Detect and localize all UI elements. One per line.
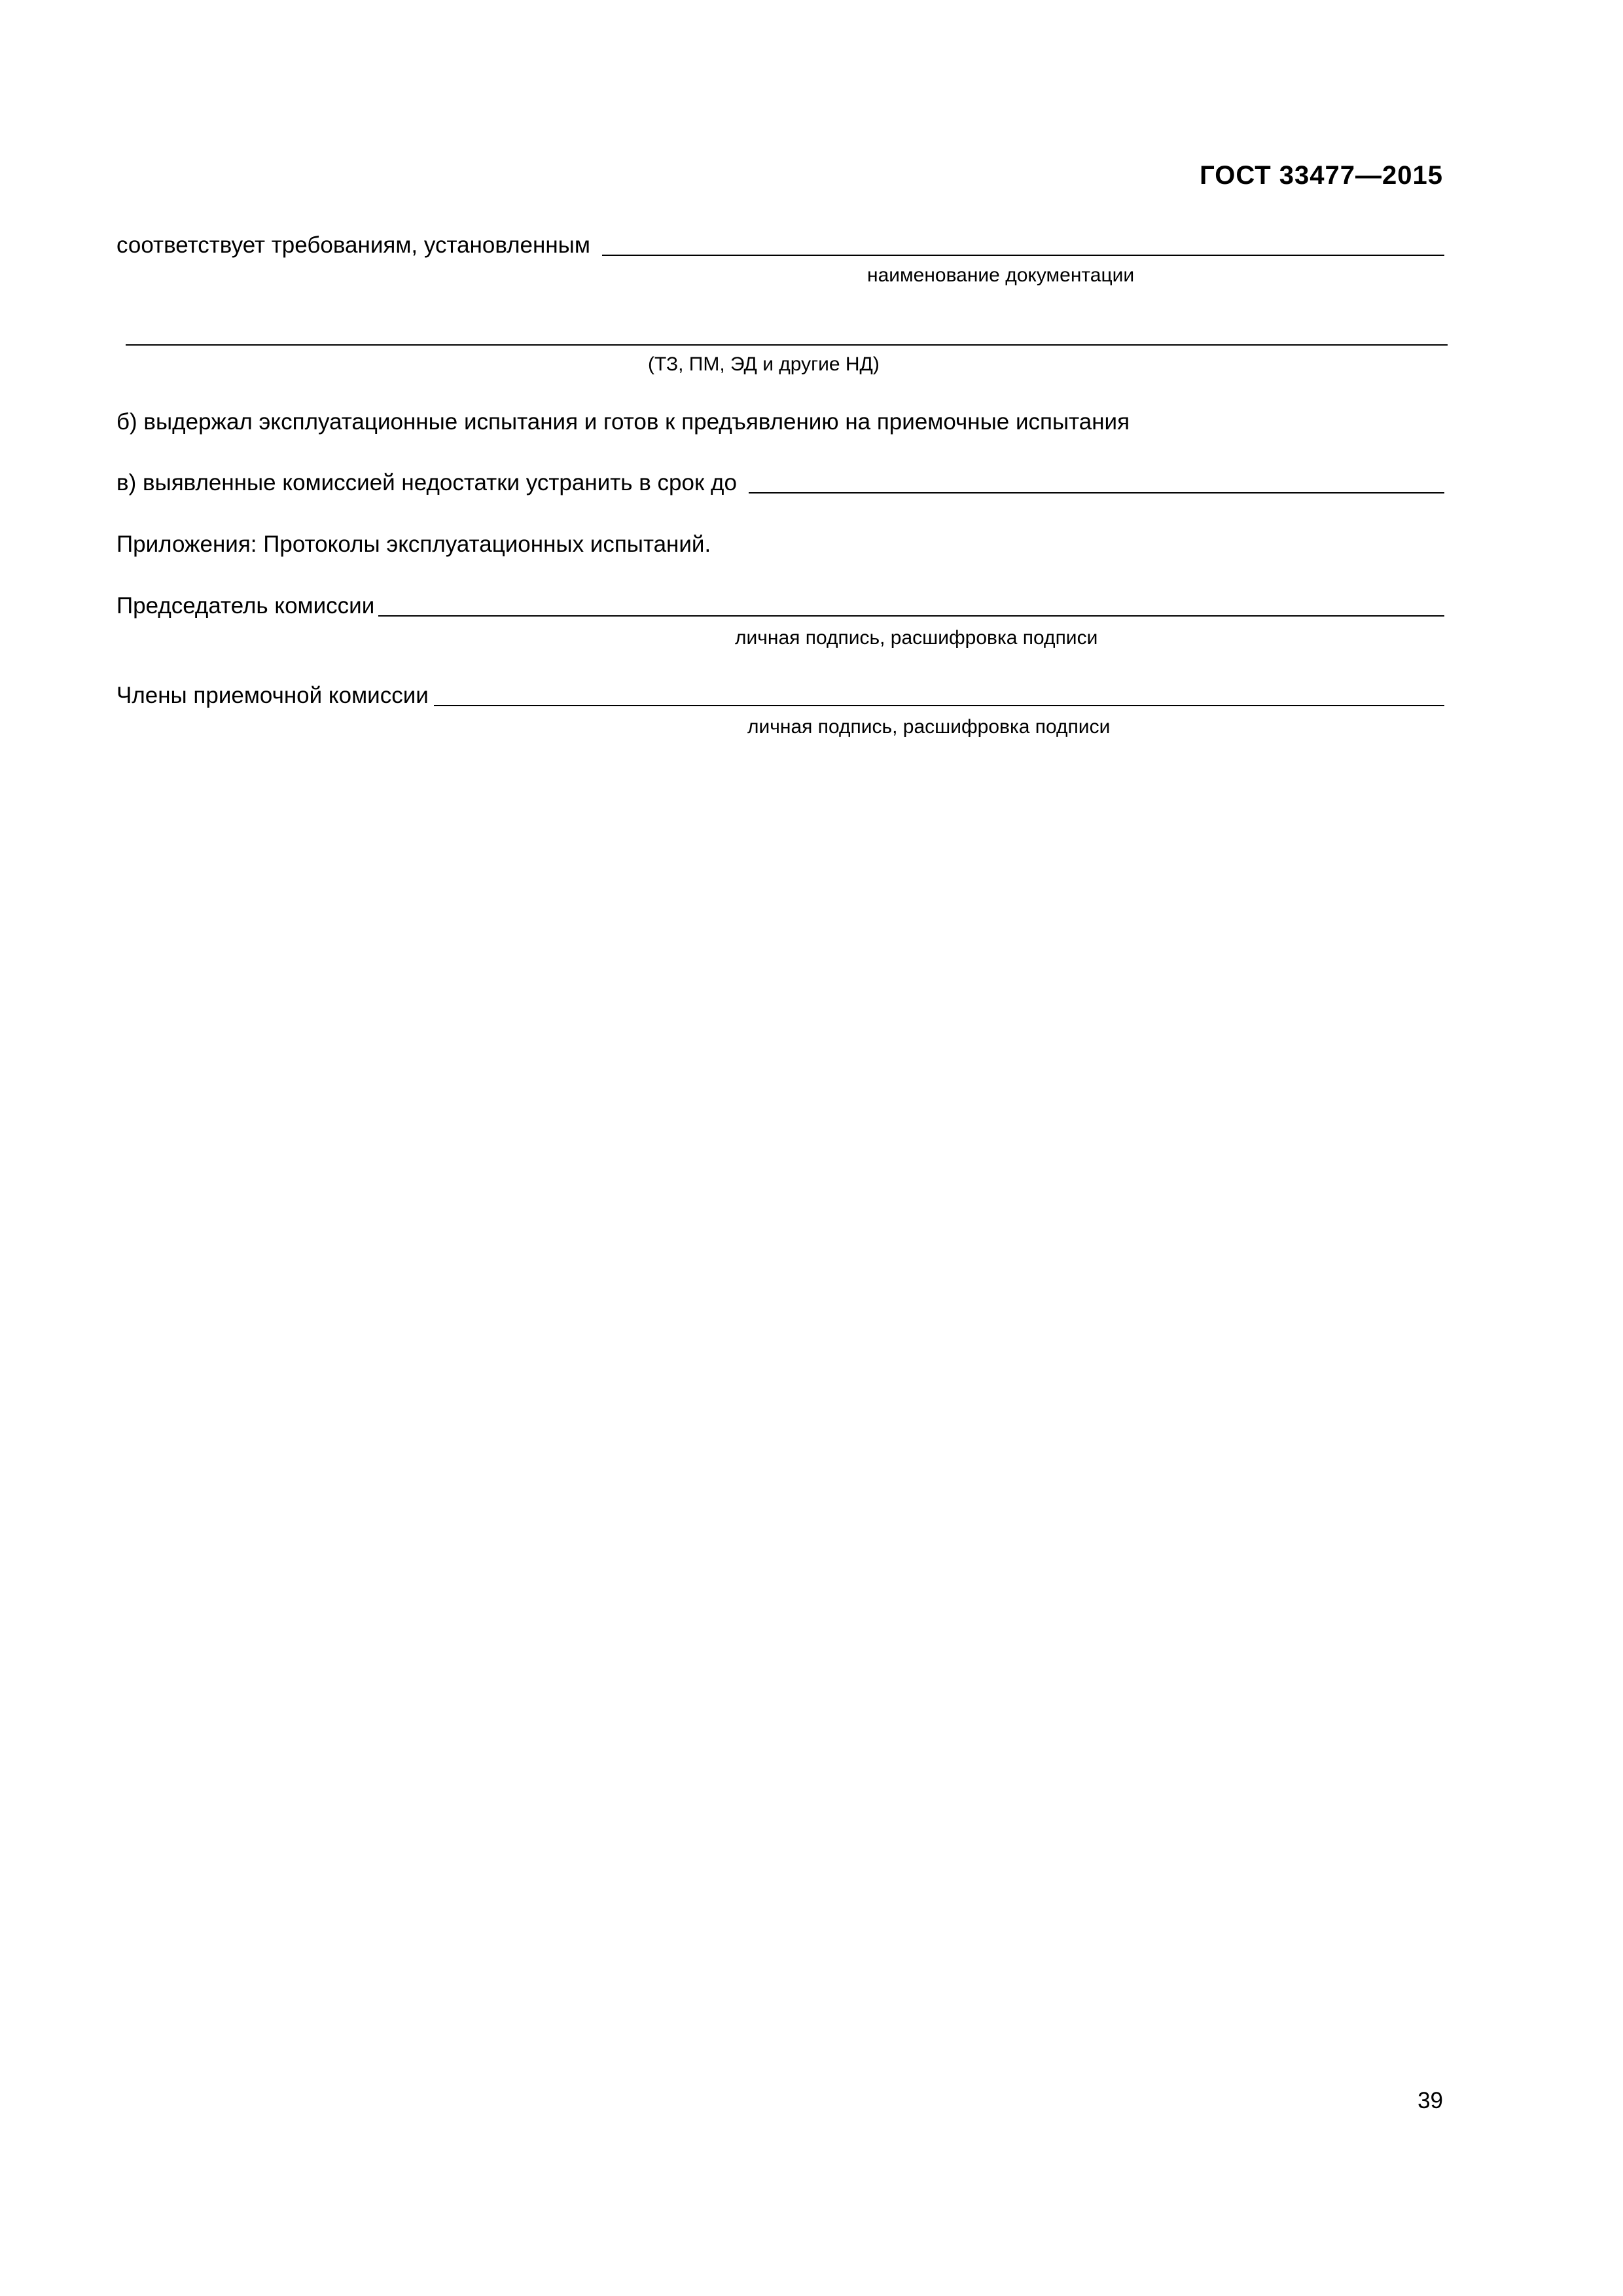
chairman-signature-caption: личная подпись, расшифровка подписи: [735, 627, 1098, 649]
standard-header: ГОСТ 33477—2015: [1200, 161, 1443, 190]
members-signature-field[interactable]: [434, 705, 1444, 706]
documentation-name-field[interactable]: [602, 255, 1444, 256]
documentation-name-caption: наименование документации: [867, 264, 1135, 286]
members-label: Члены приемочной комиссии: [116, 683, 429, 708]
item-b-text: б) выдержал эксплуатационные испытания и готов к предъявлению на приемочные испытания: [116, 409, 1130, 435]
item-v-row: [116, 470, 1444, 496]
chairman-row: [116, 593, 1444, 619]
deadline-field[interactable]: [749, 492, 1444, 493]
members-signature-caption: личная подпись, расшифровка подписи: [747, 716, 1111, 738]
normative-docs-caption: (ТЗ, ПМ, ЭД и другие НД): [648, 353, 880, 375]
complies-row: [116, 232, 1444, 259]
page-number: 39: [1418, 2088, 1443, 2113]
complies-label: соответствует требованиям, установленным: [116, 232, 590, 258]
normative-docs-field[interactable]: [126, 344, 1448, 346]
members-row: [116, 683, 1444, 709]
chairman-label: Председатель комиссии: [116, 593, 375, 619]
item-v-label: в) выявленные комиссией недостатки устранить в срок до: [116, 470, 737, 495]
appendix-text: Приложения: Протоколы эксплуатационных испытаний.: [116, 531, 711, 557]
chairman-signature-field[interactable]: [378, 615, 1444, 617]
